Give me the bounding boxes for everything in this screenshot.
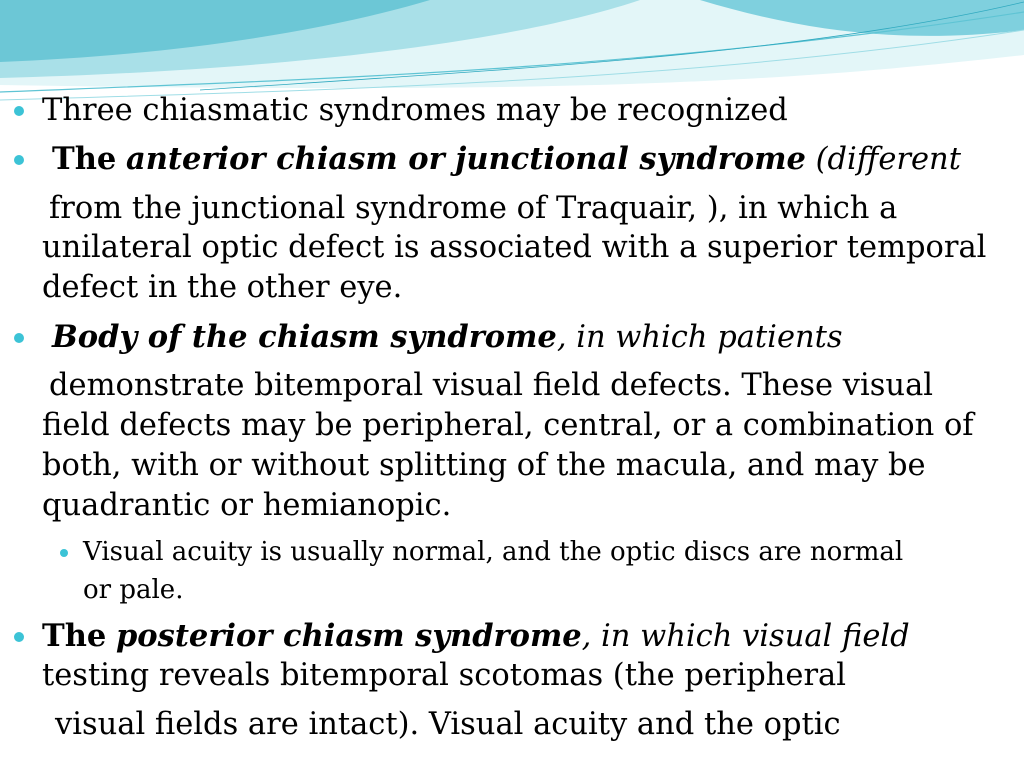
bullet-3-line-2: demonstrate bitemporal visual field defects. These visual	[49, 368, 934, 403]
bullet-1-icon	[14, 106, 24, 116]
bullet-1-text: Three chiasmatic syndromes may be recognized	[42, 93, 788, 128]
bullet-4-line-1	[42, 618, 910, 654]
bullet-4-line-3: visual fields are intact). Visual acuity and the optic	[55, 707, 841, 742]
bullet-2-line-1	[52, 141, 961, 177]
bullet-3-line-1	[52, 319, 843, 355]
bullet-2-the: The	[52, 141, 117, 177]
bullet-4-the: The	[42, 618, 107, 654]
bullet-3-line-5: quadrantic or hemianopic.	[42, 488, 452, 523]
bullet-4-title: posterior chiasm syndrome	[115, 618, 582, 654]
bullet-3-line-3: field defects may be peripheral, central, or a combination of	[42, 408, 974, 443]
bullet-4-phrase: , in which visual field	[581, 619, 910, 654]
sub-bullet-icon	[60, 549, 68, 557]
bullet-2-paren: (different	[815, 142, 961, 177]
bullet-3-phrase: , in which patients	[556, 320, 843, 355]
sub-bullet-line-1: Visual acuity is usually normal, and the optic discs are normal	[83, 537, 904, 567]
bullet-4-line-2: testing reveals bitemporal scotomas (the peripheral	[42, 658, 846, 693]
bullet-2-title: anterior chiasm or junctional syndrome	[125, 141, 806, 177]
bullet-2-line-4: defect in the other eye.	[42, 270, 403, 305]
bullet-2-icon	[14, 155, 24, 165]
bullet-4-icon	[14, 632, 24, 642]
bullet-3-icon	[14, 333, 24, 343]
bullet-3-title: Body of the chiasm syndrome	[52, 319, 557, 355]
bullet-2-line-2: from the junctional syndrome of Traquair, ), in which a	[49, 191, 898, 226]
bullet-2-line-3: unilateral optic defect is associated with a superior temporal	[42, 230, 987, 265]
bullet-3-line-4: both, with or without splitting of the macula, and may be	[42, 448, 926, 483]
sub-bullet-line-2: or pale.	[83, 575, 184, 605]
